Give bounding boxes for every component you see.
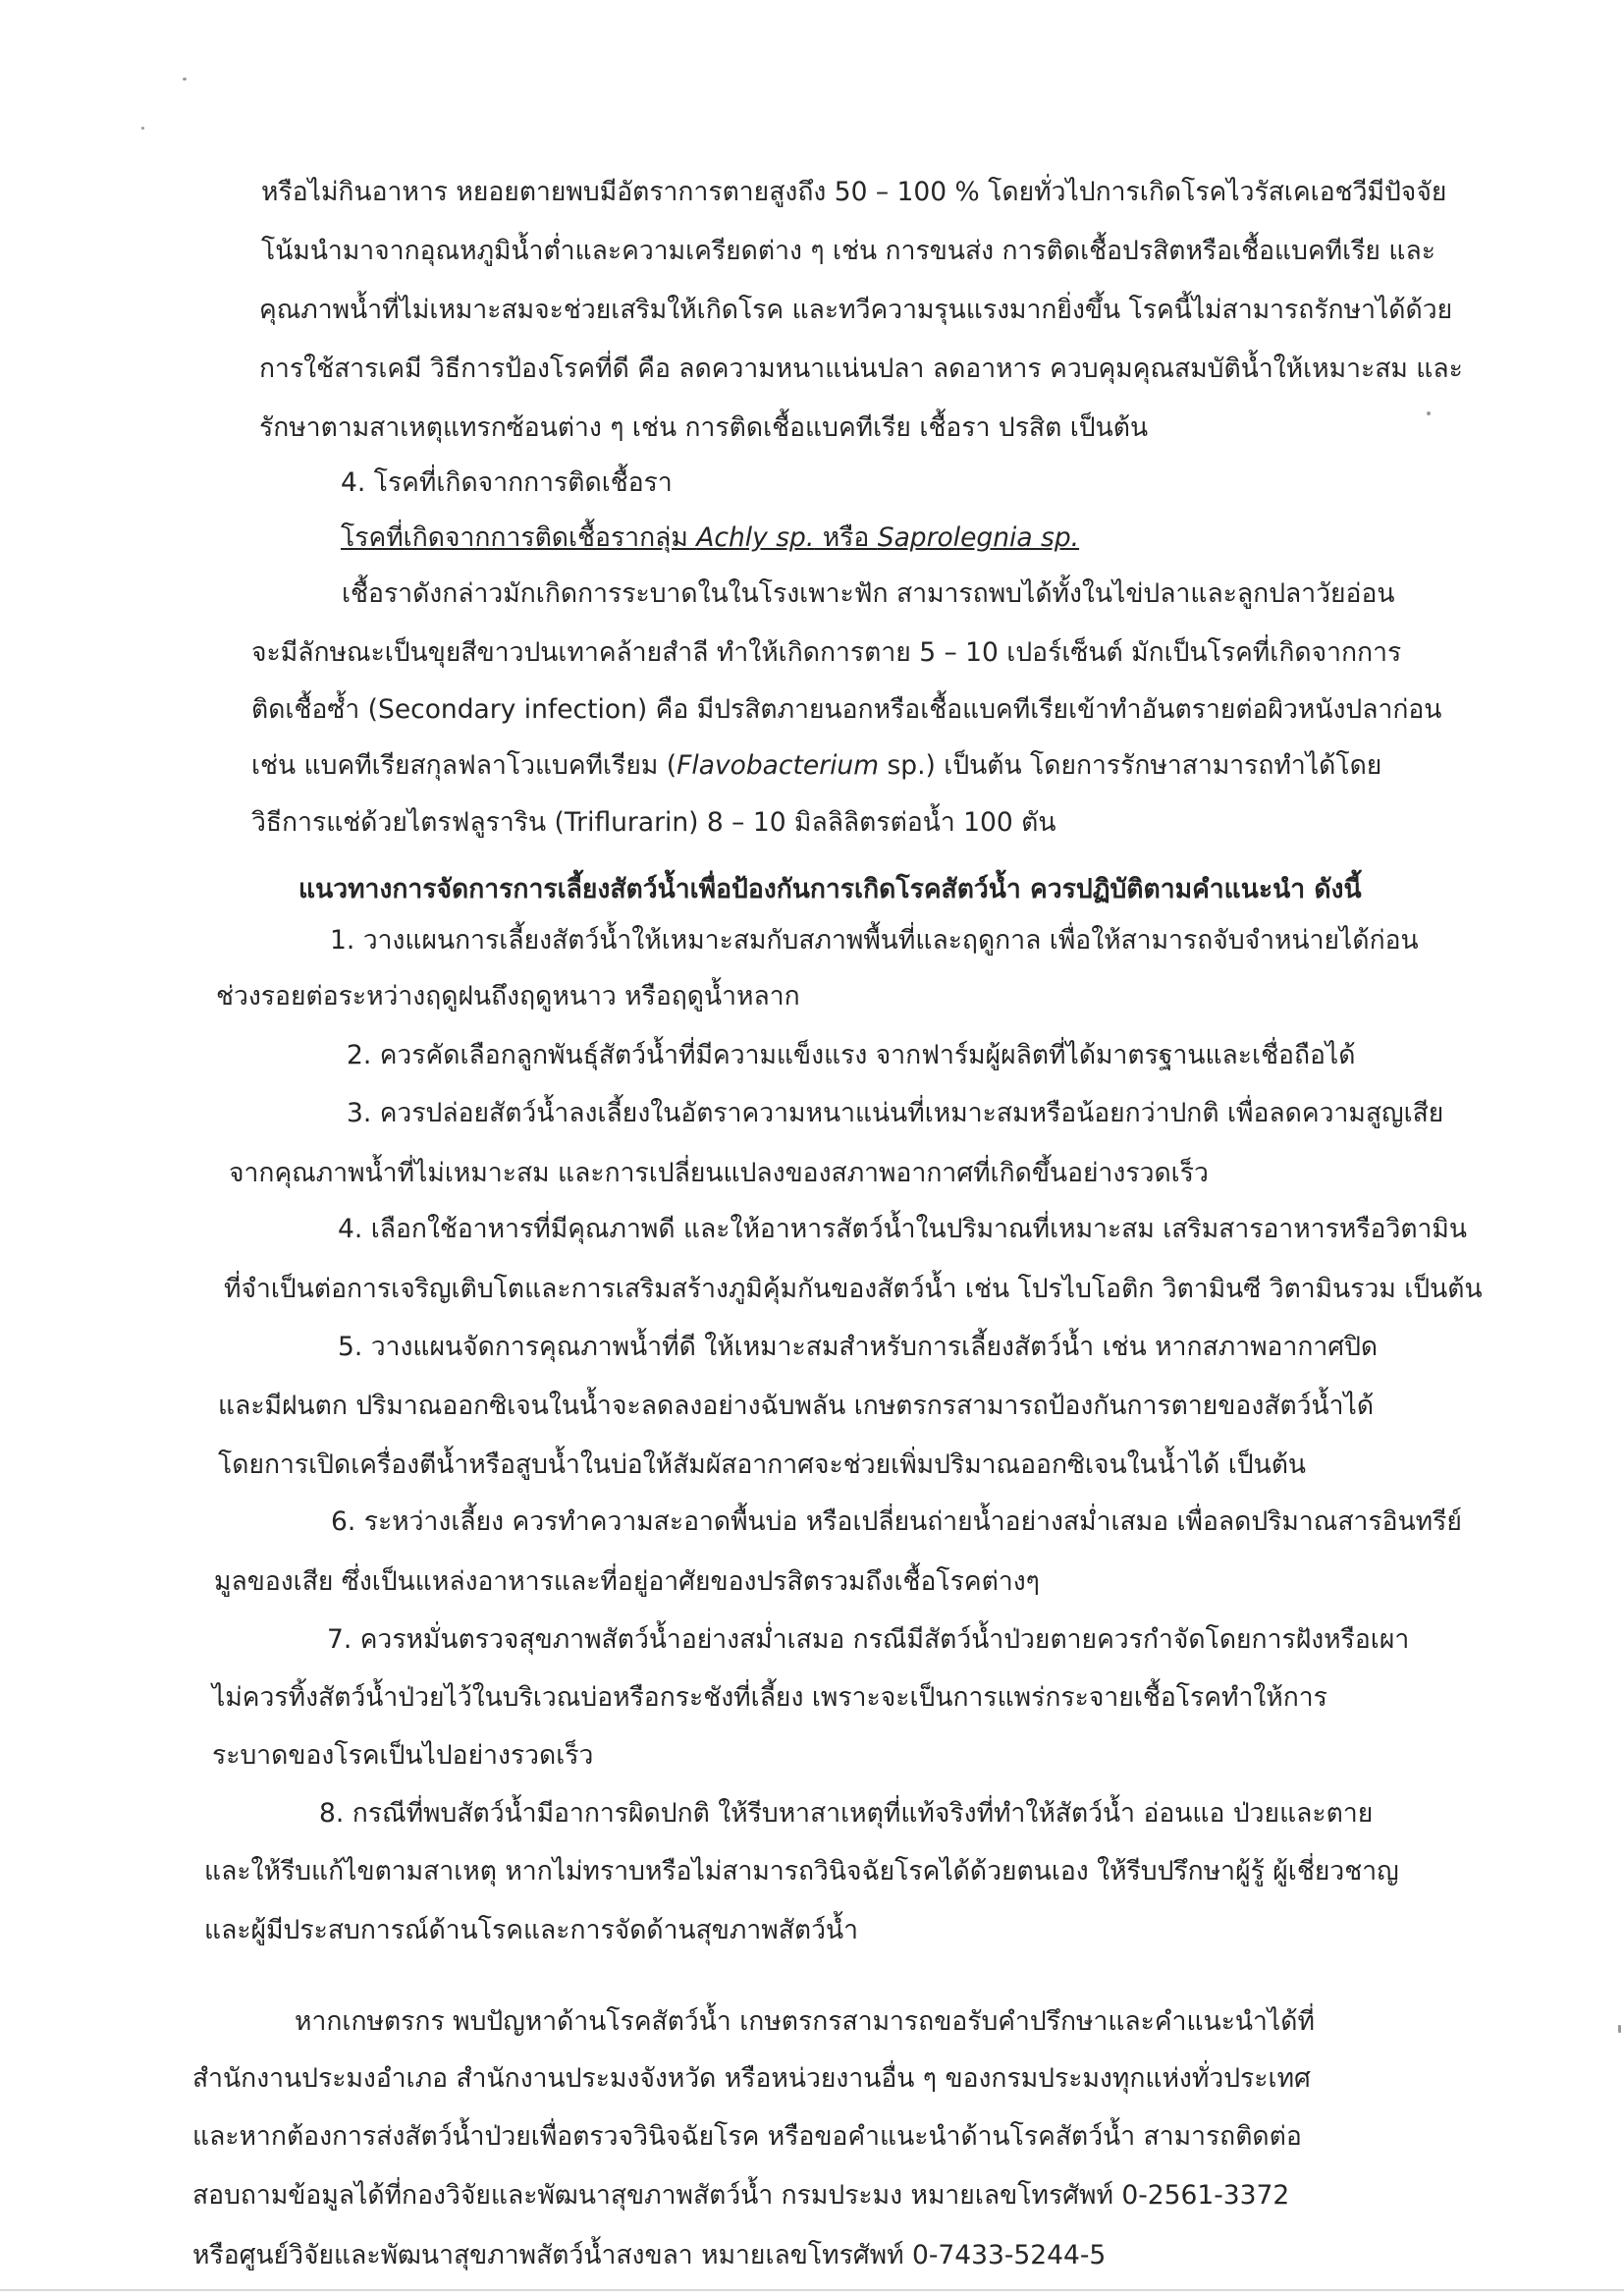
guideline-3-line-2: จากคุณภาพน้ำที่ไม่เหมาะสม และการเปลี่ยนแปลงของสภาพอากาศที่เกิดขึ้นอย่างรวดเร็ว xyxy=(229,1158,1209,1188)
section-4-line-5: วิธีการแช่ด้วยไตรฟลูราริน (Triflurarin) 8 – 10 มิลลิลิตรต่อน้ำ 100 ตัน xyxy=(251,807,1056,838)
guideline-4-line-2: ที่จำเป็นต่อการเจริญเติบโตและการเสริมสร้างภูมิคุ้มกันของสัตว์น้ำ เช่น โปรไบโอติก วิตามินซี วิตามินรวม เป็นต้น xyxy=(224,1274,1483,1304)
section-4-line-4 xyxy=(251,746,1381,786)
guideline-5-line-3: โดยการเปิดเครื่องตีน้ำหรือสูบน้ำในบ่อให้สัมผัสอากาศจะช่วยเพิ่มปริมาณออกซิเจนในน้ำได้ เป็นต้น xyxy=(218,1449,1307,1480)
guideline-5-line-2: และมีฝนตก ปริมาณออกซิเจนในน้ำจะลดลงอย่างฉับพลัน เกษตรกรสามารถป้องกันการตายของสัตว์น้ำได้ xyxy=(218,1391,1375,1421)
guideline-8-line-1: 8. กรณีที่พบสัตว์น้ำมีอาการผิดปกติ ให้รีบหาสาเหตุที่แท้จริงที่ทำให้สัตว์น้ำ อ่อนแอ ป่วยและตาย xyxy=(319,1798,1374,1829)
guideline-7-line-2: ไม่ควรทิ้งสัตว์น้ำป่วยไว้ในบริเวณบ่อหรือกระชังที่เลี้ยง เพราะจะเป็นการแพร่กระจายเชื้อโรคทำให้การ xyxy=(212,1682,1327,1713)
closing-line-3: และหากต้องการส่งสัตว์น้ำป่วยเพื่อตรวจวินิจฉัยโรค หรือขอคำแนะนำด้านโรคสัตว์น้ำ สามารถติดต่อ xyxy=(192,2121,1302,2152)
section-4-heading: 4. โรคที่เกิดจากการติดเชื้อรา xyxy=(341,467,673,498)
subheading-prefix: โรคที่เกิดจากการติดเชื้อรากลุ่ม xyxy=(341,522,697,553)
flavobacterium-name: Flavobacterium xyxy=(677,750,880,781)
line4-suffix: sp.) เป็นต้น โดยการรักษาสามารถทำได้โดย xyxy=(879,750,1382,781)
scan-speck xyxy=(1427,411,1431,415)
guideline-1-line-2: ช่วงรอยต่อระหว่างฤดูฝนถึงฤดูหนาว หรือฤดูน้ำหลาก xyxy=(216,981,800,1011)
section-4-subheading xyxy=(341,519,1079,558)
scan-speck xyxy=(141,127,144,130)
closing-line-1: หากเกษตรกร พบปัญหาด้านโรคสัตว์น้ำ เกษตรกรสามารถขอรับคำปรึกษาและคำแนะนำได้ที่ xyxy=(295,2006,1315,2037)
guideline-8-line-3: และผู้มีประสบการณ์ด้านโรคและการจัดด้านสุขภาพสัตว์น้ำ xyxy=(204,1915,858,1945)
para1-line-4: การใช้สารเคมี วิธีการป้องโรคที่ดี คือ ลดความหนาแน่นปลา ลดอาหาร ควบคุมคุณสมบัติน้ำให้เหมาะสม และ xyxy=(259,354,1463,384)
guideline-1-line-1: 1. วางแผนการเลี้ยงสัตว์น้ำให้เหมาะสมกับสภาพพื้นที่และฤดูกาล เพื่อให้สามารถจับจำหน่ายได้ก่อน xyxy=(330,925,1419,956)
guideline-6-line-2: มูลของเสีย ซึ่งเป็นแหล่งอาหารและที่อยู่อาศัยของปรสิตรวมถึงเชื้อโรคต่างๆ xyxy=(214,1566,1040,1597)
guideline-3-line-1: 3. ควรปล่อยสัตว์น้ำลงเลี้ยงในอัตราความหนาแน่นที่เหมาะสมหรือน้อยกว่าปกติ เพื่อลดความสูญเสีย xyxy=(347,1098,1444,1128)
guideline-8-line-2: และให้รีบแก้ไขตามสาเหตุ หากไม่ทราบหรือไม่สามารถวินิจฉัยโรคได้ด้วยตนเอง ให้รีบปรึกษาผู้รู้ ผู้เชี่ยวชาญ xyxy=(204,1856,1399,1886)
subheading-or: หรือ xyxy=(814,522,878,553)
genus-achly: Achly sp. xyxy=(696,522,815,553)
page-edge xyxy=(0,2289,1624,2291)
guideline-6-line-1: 6. ระหว่างเลี้ยง ควรทำความสะอาดพื้นบ่อ หรือเปลี่ยนถ่ายน้ำอย่างสม่ำเสมอ เพื่อลดปริมาณสารอินทรีย์ xyxy=(331,1506,1462,1537)
closing-line-5: หรือศูนย์วิจัยและพัฒนาสุขภาพสัตว์น้ำสงขลา หมายเลขโทรศัพท์ 0-7433-5244-5 xyxy=(192,2240,1107,2270)
closing-line-4: สอบถามข้อมูลได้ที่กองวิจัยและพัฒนาสุขภาพสัตว์น้ำ กรมประมง หมายเลขโทรศัพท์ 0-2561-3372 xyxy=(192,2180,1290,2211)
guideline-2-line-1: 2. ควรคัดเลือกลูกพันธุ์สัตว์น้ำที่มีความแข็งแรง จากฟาร์มผู้ผลิตที่ได้มาตรฐานและเชื่อถือได้ xyxy=(347,1040,1356,1070)
line4-prefix: เช่น แบคทีเรียสกุลฟลาโวแบคทีเรียม ( xyxy=(251,750,677,781)
para1-line-2: โน้มนำมาจากอุณหภูมิน้ำต่ำและความเครียดต่าง ๆ เช่น การขนส่ง การติดเชื้อปรสิตหรือเชื้อแบคทีเรีย และ xyxy=(261,236,1435,266)
section-4-line-3: ติดเชื้อซ้ำ (Secondary infection) คือ มีปรสิตภายนอกหรือเชื้อแบคทีเรียเข้าทำอันตรายต่อผิวหนังปลาก่อน xyxy=(251,694,1442,725)
para1-line-1: หรือไม่กินอาหาร หยอยตายพบมีอัตราการตายสูงถึง 50 – 100 % โดยทั่วไปการเกิดโรคไวรัสเคเอชวีมีปัจจัย xyxy=(261,177,1447,207)
scan-speck xyxy=(183,78,187,81)
guideline-7-line-3: ระบาดของโรคเป็นไปอย่างรวดเร็ว xyxy=(212,1740,594,1771)
section-4-line-1: เชื้อราดังกล่าวมักเกิดการระบาดในในโรงเพาะฟัก สามารถพบได้ทั้งในไข่ปลาและลูกปลาวัยอ่อน xyxy=(342,578,1395,609)
guideline-7-line-1: 7. ควรหมั่นตรวจสุขภาพสัตว์น้ำอย่างสม่ำเสมอ กรณีมีสัตว์น้ำป่วยตายควรกำจัดโดยการฝังหรือเผา xyxy=(327,1624,1410,1655)
guidelines-title: แนวทางการจัดการการเลี้ยงสัตว์น้ำเพื่อป้องกันการเกิดโรคสัตว์น้ำ ควรปฏิบัติตามคำแนะนำ ดังนี้ xyxy=(298,874,1362,904)
closing-line-2: สำนักงานประมงอำเภอ สำนักงานประมงจังหวัด หรือหน่วยงานอื่น ๆ ของกรมประมงทุกแห่งทั่วประเทศ xyxy=(192,2063,1311,2094)
para1-line-5: รักษาตามสาเหตุแทรกซ้อนต่าง ๆ เช่น การติดเชื้อแบคทีเรีย เชื้อรา ปรสิต เป็นต้น xyxy=(259,412,1149,443)
scan-speck xyxy=(1618,2025,1621,2033)
section-4-line-2: จะมีลักษณะเป็นขุยสีขาวปนเทาคล้ายสำลี ทำให้เกิดการตาย 5 – 10 เปอร์เซ็นต์ มักเป็นโรคที่เกิดจากการ xyxy=(251,637,1402,668)
guideline-5-line-1: 5. วางแผนจัดการคุณภาพน้ำที่ดี ให้เหมาะสมสำหรับการเลี้ยงสัตว์น้ำ เช่น หากสภาพอากาศปิด xyxy=(338,1332,1379,1362)
para1-line-3: คุณภาพน้ำที่ไม่เหมาะสมจะช่วยเสริมให้เกิดโรค และทวีความรุนแรงมากยิ่งขึ้น โรคนี้ไม่สามารถรักษาได้ด้วย xyxy=(259,295,1453,325)
guideline-4-line-1: 4. เลือกใช้อาหารที่มีคุณภาพดี และให้อาหารสัตว์น้ำในปริมาณที่เหมาะสม เสริมสารอาหารหรือวิตามิน xyxy=(338,1214,1468,1244)
genus-saprolegnia: Saprolegnia sp. xyxy=(877,522,1080,553)
